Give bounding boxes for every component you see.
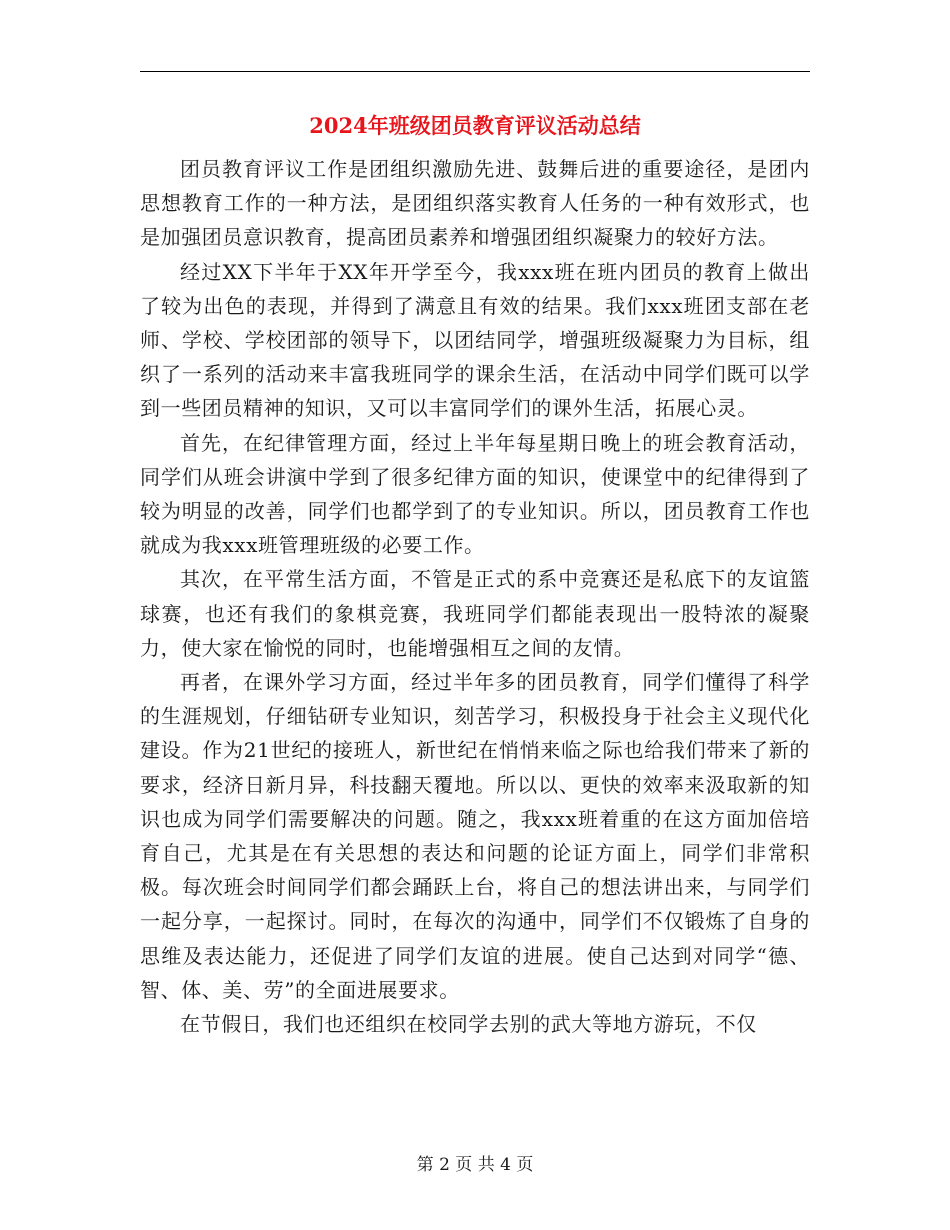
header-rule <box>140 71 810 72</box>
paragraph-6: 在节假日，我们也还组织在校同学去别的武大等地方游玩，不仅 <box>180 1012 757 1037</box>
page-number-footer: 第 2 页 共 4 页 <box>416 1155 534 1175</box>
paragraph-2: 经过XX下半年于XX年开学至今，我xxx班在班内团员的教育上做出了较为出色的表现，并得到了满意且有效的结果。我们xxx班团支部在老师、学校、学校团部的领导下，以团结同学，增强班级凝聚力为目标，组织了一系列的活动来丰富我班同学的课余生活，在活动中同学们既可以学到一些团员精神的知识，又可以丰富同学们的课外生活，拓展心灵。 <box>140 259 810 421</box>
document-title: 2024年班级团员教育评议活动总结 <box>309 113 641 138</box>
document-body <box>140 152 810 1041</box>
paragraph-4: 其次，在平常生活方面，不管是正式的系中竞赛还是私底下的友谊篮球赛，也还有我们的象棋竞赛，我班同学们都能表现出一股特浓的凝聚力，使大家在愉悦的同时，也能增强相互之间的友情。 <box>140 567 810 660</box>
paragraph-1: 团员教育评议工作是团组织激励先进、鼓舞后进的重要途径，是团内思想教育工作的一种方法，是团组织落实教育人任务的一种有效形式，也是加强团员意识教育，提高团员素养和增强团组织凝聚力的较好方法。 <box>140 157 810 250</box>
paragraph-3: 首先，在纪律管理方面，经过上半年每星期日晚上的班会教育活动，同学们从班会讲演中学到了很多纪律方面的知识，使课堂中的纪律得到了较为明显的改善，同学们也都学到了的专业知识。所以，团员教育工作也就成为我xxx班管理班级的必要工作。 <box>140 430 810 558</box>
paragraph-5: 再者，在课外学习方面，经过半年多的团员教育，同学们懂得了科学的生涯规划，仔细钻研专业知识，刻苦学习，积极投身于社会主义现代化建设。作为21世纪的接班人，新世纪在悄悄来临之际也给我们带来了新的要求，经济日新月异，科技翻天覆地。所以以、更快的效率来汲取新的知识也成为同学们需要解决的问题。随之，我xxx班着重的在这方面加倍培育自己，尤其是在有关思想的表达和问题的论证方面上，同学们非常积极。每次班会时间同学们都会踊跃上台，将自己的想法讲出来，与同学们一起分享，一起探讨。同时，在每次的沟通中，同学们不仅锻炼了自身的思维及表达能力，还促进了同学们友谊的进展。使自己达到对同学“德、智、体、美、劳”的全面进展要求。 <box>140 670 810 1002</box>
